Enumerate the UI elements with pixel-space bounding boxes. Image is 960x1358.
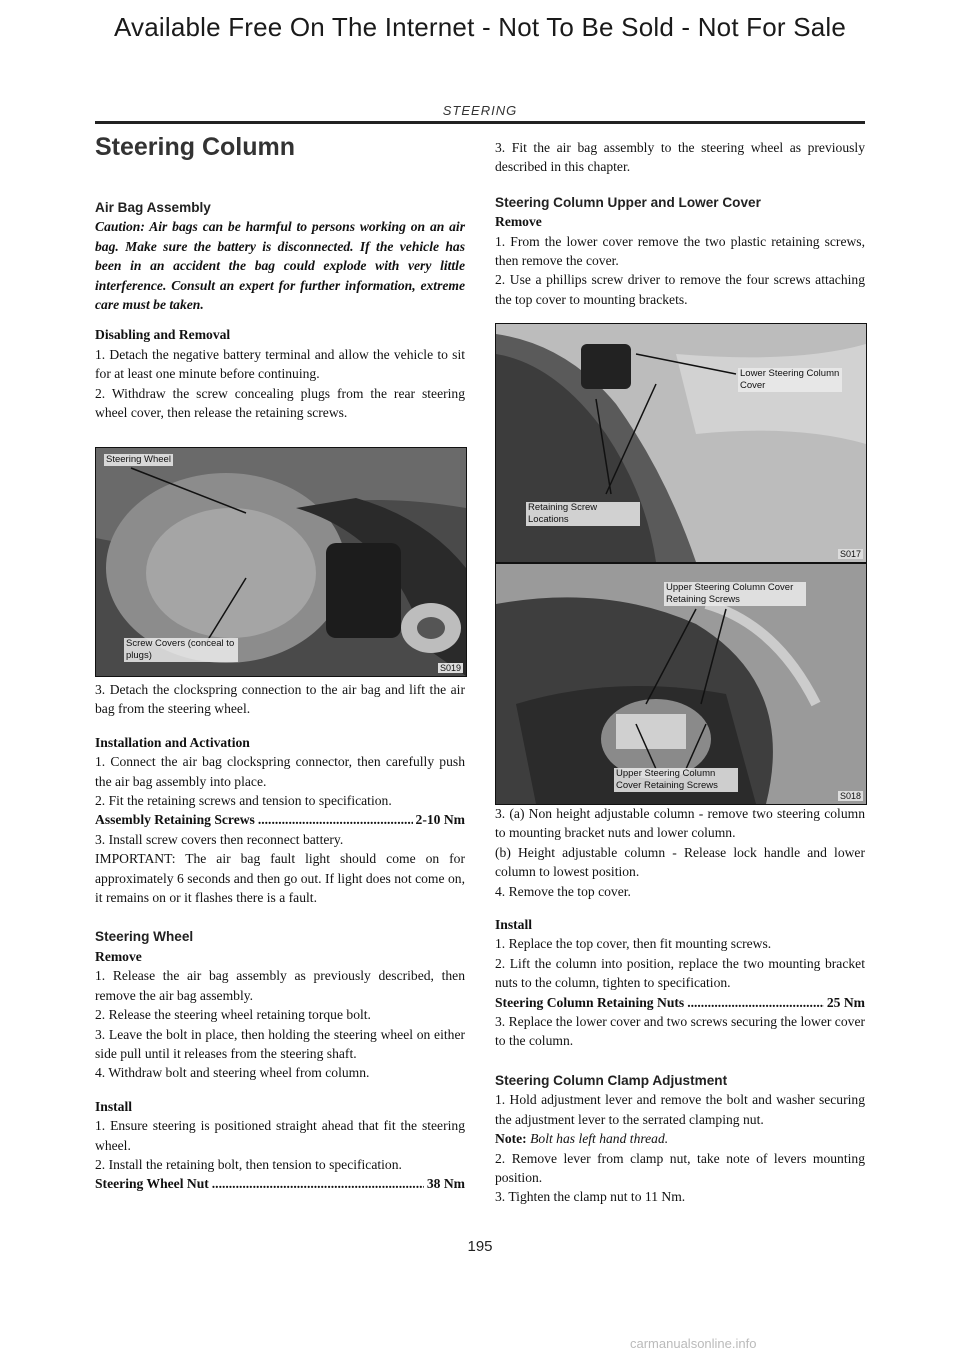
cover-heading: Steering Column Upper and Lower Cover	[495, 194, 761, 210]
cover-install-step-2: 2. Lift the column into position, replace the two mounting bracket nuts to the column, tighten to specification.	[495, 955, 865, 991]
spec-value: 38 Nm	[426, 1176, 465, 1192]
spec-value: 25 Nm	[826, 994, 865, 1010]
disabling-heading: Disabling and Removal	[95, 327, 231, 343]
clamp-step-2: 2. Remove lever from clamp nut, take note of levers mounting position.	[495, 1150, 865, 1185]
cover-remove-step-1: 1. From the lower cover remove the two plastic retaining screws, then remove the cover.	[495, 233, 865, 269]
install-step-1: 1. Connect the air bag clockspring connector, then carefully push the air bag assembly into place.	[95, 754, 465, 789]
airbag-step-3: 3. Fit the air bag assembly to the steering wheel as previously described in this chapter.	[495, 140, 865, 175]
clamp-step-1: 1. Hold adjustment lever and remove the bolt and washer securing the adjustment lever to the serrated clamping nut.	[495, 1092, 865, 1127]
clamp-note	[495, 1129, 865, 1148]
wheel-remove-step-4: 4. Withdraw bolt and steering wheel from column.	[95, 1065, 370, 1081]
page-number: 195	[467, 1238, 493, 1255]
install-step-3: 3. Install screw covers then reconnect battery.	[95, 831, 344, 847]
spec-steering-wheel-nut	[95, 1174, 465, 1193]
screw-covers-label: Screw Covers (conceal to plugs)	[124, 638, 238, 662]
wheel-install-heading: Install	[95, 1098, 133, 1114]
upper-cover-label-top: Upper Steering Column Cover Retaining Screws	[664, 582, 806, 606]
steering-wheel-label: Steering Wheel	[106, 454, 171, 465]
spec-name: Steering Column Retaining Nuts	[495, 994, 685, 1010]
retaining-screw-label: Retaining Screw Locations	[526, 502, 640, 526]
cover-remove-step-3b: (b) Height adjustable column - Release lock handle and lower column to lowest position.	[495, 844, 865, 880]
spec-column-retaining-nuts	[495, 993, 865, 1012]
wheel-remove-step-2: 2. Release the steering wheel retaining torque bolt.	[95, 1007, 371, 1023]
page-title: Steering Column	[95, 133, 296, 161]
wheel-install-step-1: 1. Ensure steering is positioned straight ahead that fit the steering wheel.	[95, 1118, 465, 1153]
install-step-2: 2. Fit the retaining screws and tension to specification.	[95, 793, 392, 809]
disabling-step-2: 2. Withdraw the screw concealing plugs from the rear steering wheel cover, then release the retaining screws.	[95, 385, 465, 421]
note-text: Bolt has left hand thread.	[530, 1131, 669, 1147]
spec-name: Steering Wheel Nut	[95, 1176, 209, 1192]
spec-leader	[258, 810, 413, 829]
caution-text: Caution: Air bags can be harmful to persons working on an air bag. Make sure the battery is disconnected. If the vehicle has been in an accident the bag could explode with very little interference. Consult an expert for further information, extreme care must be taken.	[95, 219, 465, 313]
steering-wheel-photo	[95, 447, 467, 677]
wheel-remove-step-3: 3. Leave the bolt in place, then holding the steering wheel on either side pull until it releases from the steering shaft.	[95, 1026, 465, 1061]
upper-cover-photo	[495, 563, 867, 805]
clamp-step-3: 3. Tighten the clamp nut to 11 Nm.	[495, 1189, 686, 1205]
wheel-install-step-2: 2. Install the retaining bolt, then tension to specification.	[95, 1156, 402, 1172]
right-column-lower	[495, 804, 865, 1207]
wheel-remove-step-1: 1. Release the air bag assembly as previously described, then remove the air bag assembly.	[95, 968, 465, 1003]
figure-number: S018	[839, 791, 861, 801]
steering-wheel-heading: Steering Wheel	[95, 929, 194, 945]
disabling-step-1: 1. Detach the negative battery terminal and allow the vehicle to sit for at least one minute before continuing.	[95, 346, 465, 382]
cover-install-heading: Install	[495, 917, 533, 933]
running-head: STEERING	[442, 103, 518, 118]
spec-leader	[212, 1174, 424, 1193]
watermark-banner: Available Free On The Internet - Not To Be Sold - Not For Sale	[113, 12, 847, 42]
header-rule	[95, 121, 865, 124]
clamp-heading: Steering Column Clamp Adjustment	[495, 1072, 728, 1088]
spec-value: 2-10 Nm	[415, 812, 465, 828]
upper-cover-label-bottom: Upper Steering Column Cover Retaining Screws	[614, 768, 738, 792]
wheel-remove-heading: Remove	[95, 948, 142, 964]
lower-cover-label: Lower Steering Column Cover	[738, 368, 842, 392]
cover-remove-heading: Remove	[495, 214, 542, 230]
cover-install-step-3: 3. Replace the lower cover and two screws securing the lower cover to the column.	[495, 1014, 865, 1049]
important-note: IMPORTANT: The air bag fault light should come on for approximately 6 seconds and then go out. If light does not come on, it remains on or it flashes there is a fault.	[95, 851, 465, 906]
footer-watermark: carmanualsonline.info	[630, 1336, 757, 1351]
figure-number: S019	[439, 663, 461, 673]
airbag-heading: Air Bag Assembly	[95, 200, 211, 215]
lower-cover-photo	[495, 323, 867, 563]
spec-assembly-screws	[95, 810, 465, 829]
spec-name: Assembly Retaining Screws	[95, 812, 255, 828]
left-column	[95, 198, 465, 422]
disabling-step-3: 3. Detach the clockspring connection to the air bag and lift the air bag from the steering wheel.	[95, 682, 465, 717]
figure-number: S017	[839, 549, 861, 559]
cover-remove-step-4: 4. Remove the top cover.	[495, 883, 631, 899]
lower-cover-illustration	[496, 324, 866, 562]
cover-remove-step-2: 2. Use a phillips screw driver to remove the four screws attaching the top cover to mounting brackets.	[495, 272, 865, 307]
note-label: Note:	[495, 1131, 527, 1147]
installation-heading: Installation and Activation	[95, 734, 250, 750]
cover-install-step-1: 1. Replace the top cover, then fit mounting screws.	[495, 936, 772, 952]
left-column-lower	[95, 680, 465, 1194]
spec-leader	[687, 993, 824, 1012]
cover-remove-step-3a: 3. (a) Non height adjustable column - remove two steering column to mounting bracket nuts and lower column.	[495, 806, 865, 841]
right-column	[495, 138, 865, 309]
